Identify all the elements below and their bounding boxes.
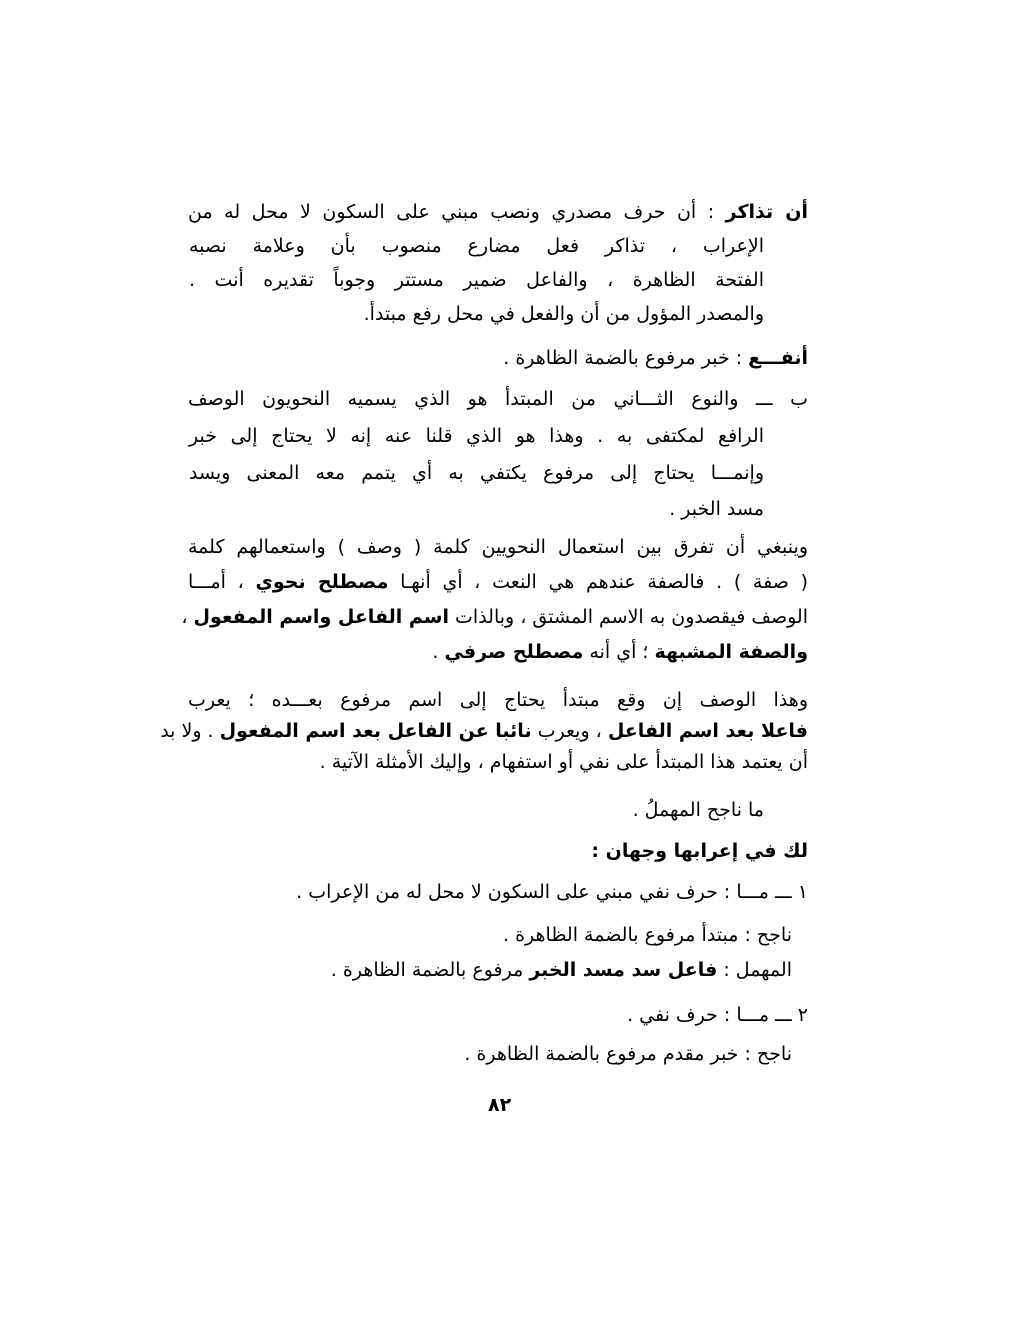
text-line: فاعلا بعد اسم الفاعل ، ويعرب نائبا عن الفاعل بعد اسم المفعول . ولا بد (160, 720, 808, 742)
bold-term: فاعل سد مسد الخبر (529, 959, 718, 981)
bold-term: اسم الفاعل واسم المفعول (193, 606, 449, 628)
term-label: أن تذاكر (725, 201, 808, 223)
text-line: ( صفة ) . فالصفة عندهم هي النعت ، أي أنهـا مصطلح نحوي ، أمـــا (188, 571, 808, 593)
parse-line: ٢ ـــ مـــا : حرف نفي . (627, 1004, 808, 1026)
example-intro: لك في إعرابها وجهان : (591, 840, 808, 862)
page-number: ٨٢ (488, 1094, 512, 1116)
text-line: والصفة المشبهة ؛ أي أنه مصطلح صرفي . (432, 641, 808, 663)
bold-term: فاعلا بعد اسم الفاعل (607, 720, 808, 742)
text-line: ب ـــ والنوع الثـــاني من المبتدأ هو الذي يسميه النحويون الوصف (188, 388, 808, 410)
text-line: والمصدر المؤول من أن والفعل في محل رفع مبتدأ. (363, 303, 764, 325)
bold-term: والصفة المشبهة (654, 641, 808, 663)
text-line: مسد الخبر . (669, 498, 764, 520)
bold-term: نائبا عن الفاعل بعد اسم المفعول (219, 720, 532, 742)
parse-line: ١ ـــ مـــا : حرف نفي مبني على السكون لا محل له من الإعراب . (296, 881, 808, 903)
text-line: وهذا الوصف إن وقع مبتدأ يحتاج إلى اسم مرفوع بعـــده ؛ يعرب (188, 689, 808, 711)
bold-term: مصطلح نحوي (255, 571, 389, 593)
parse-line: ناجح : مبتدأ مرفوع بالضمة الظاهرة . (503, 924, 792, 946)
text-line: أن يعتمد هذا المبتدأ على نفي أو استفهام ، وإليك الأمثلة الآتية . (319, 751, 808, 773)
text-line: وإنمـــا يحتاج إلى مرفوع يكتفي به أي يتمم معه المعنى ويسد (189, 462, 764, 484)
term-label: أنفـــع (748, 347, 808, 369)
text-line: أن تذاكر : أن حرف مصدري ونصب مبني على السكون لا محل له من (188, 201, 808, 223)
bold-term: مصطلح صرفي (444, 641, 584, 663)
parse-line: المهمل : فاعل سد مسد الخبر مرفوع بالضمة الظاهرة . (330, 959, 792, 981)
text-line: الوصف فيقصدون به الاسم المشتق ، وبالذات اسم الفاعل واسم المفعول ، (181, 606, 808, 628)
text-line: الرافع لمكتفى به . وهذا هو الذي قلنا عنه إنه لا يحتاج إلى خبر (189, 425, 764, 447)
text-line: أنفـــع : خبر مرفوع بالضمة الظاهرة . (503, 347, 808, 369)
text-line: وينبغي أن تفرق بين استعمال النحويين كلمة ( وصف ) واستعمالهم كلمة (188, 536, 808, 558)
text-line: الإعراب ، تذاكر فعل مضارع منصوب بأن وعلامة نصبه (189, 235, 764, 257)
text-line: الفتحة الظاهرة ، والفاعل ضمير مستتر وجوباً تقديره أنت . (189, 269, 764, 291)
example-sentence: ما ناجح المهملُ . (632, 799, 764, 821)
parse-line: ناجح : خبر مقدم مرفوع بالضمة الظاهرة . (464, 1043, 792, 1065)
